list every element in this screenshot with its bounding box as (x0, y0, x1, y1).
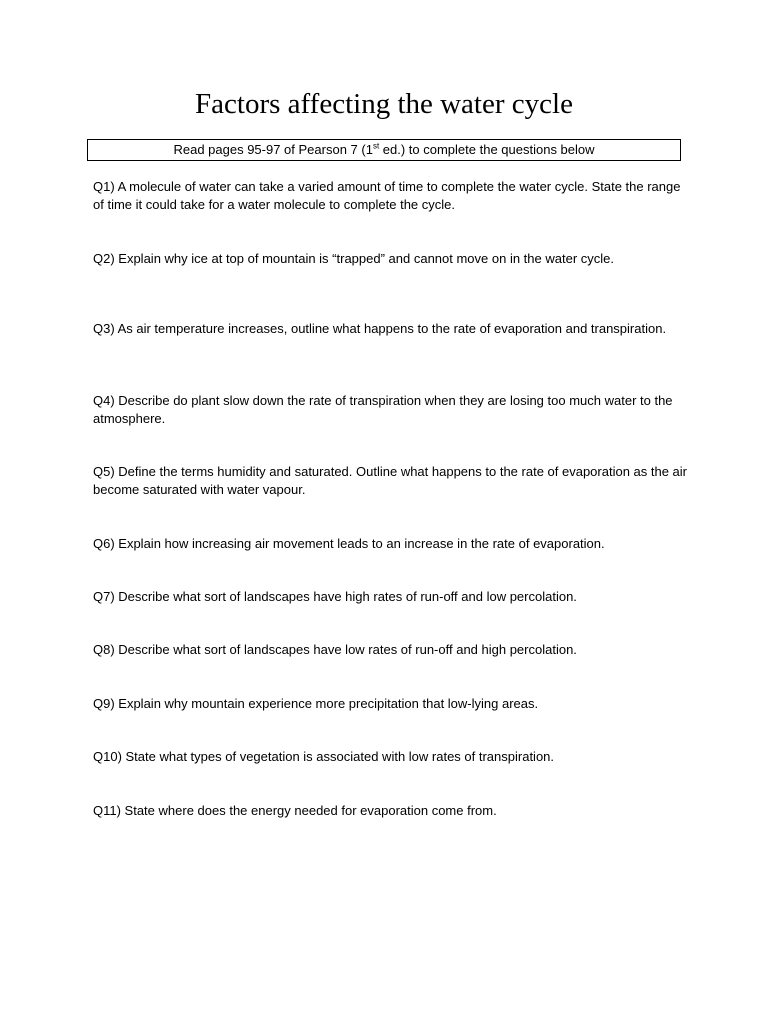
question-7: Q7) Describe what sort of landscapes have high rates of run-off and low percolation. (93, 589, 577, 604)
question-9: Q9) Explain why mountain experience more precipitation that low-lying areas. (93, 696, 539, 711)
instruction-box (87, 139, 681, 161)
question-1: Q1) A molecule of water can take a varied amount of time to complete the water cycle. State the range of time it could take for a water molecule to complete the cycle. (93, 179, 681, 212)
question-5: Q5) Define the terms humidity and saturated. Outline what happens to the rate of evaporation as the air become saturated with water vapour. (93, 464, 688, 497)
question-10: Q10) State what types of vegetation is associated with low rates of transpiration. (93, 749, 555, 764)
instruction-superscript: st (372, 141, 380, 151)
question-8: Q8) Describe what sort of landscapes have low rates of run-off and high percolation. (93, 642, 577, 657)
page-title: Factors affecting the water cycle (195, 88, 573, 120)
instruction-text-start: Read pages 95-97 of Pearson 7 (1 (173, 142, 373, 157)
instruction-text-end: ed.) to complete the questions below (379, 142, 595, 157)
question-11: Q11) State where does the energy needed for evaporation come from. (93, 803, 497, 818)
question-3: Q3) As air temperature increases, outline what happens to the rate of evaporation and transpiration. (93, 321, 667, 336)
question-6: Q6) Explain how increasing air movement leads to an increase in the rate of evaporation. (93, 536, 605, 551)
question-2: Q2) Explain why ice at top of mountain is “trapped” and cannot move on in the water cycle. (93, 251, 614, 266)
question-4: Q4) Describe do plant slow down the rate of transpiration when they are losing too much water to the atmosphere. (93, 393, 673, 426)
